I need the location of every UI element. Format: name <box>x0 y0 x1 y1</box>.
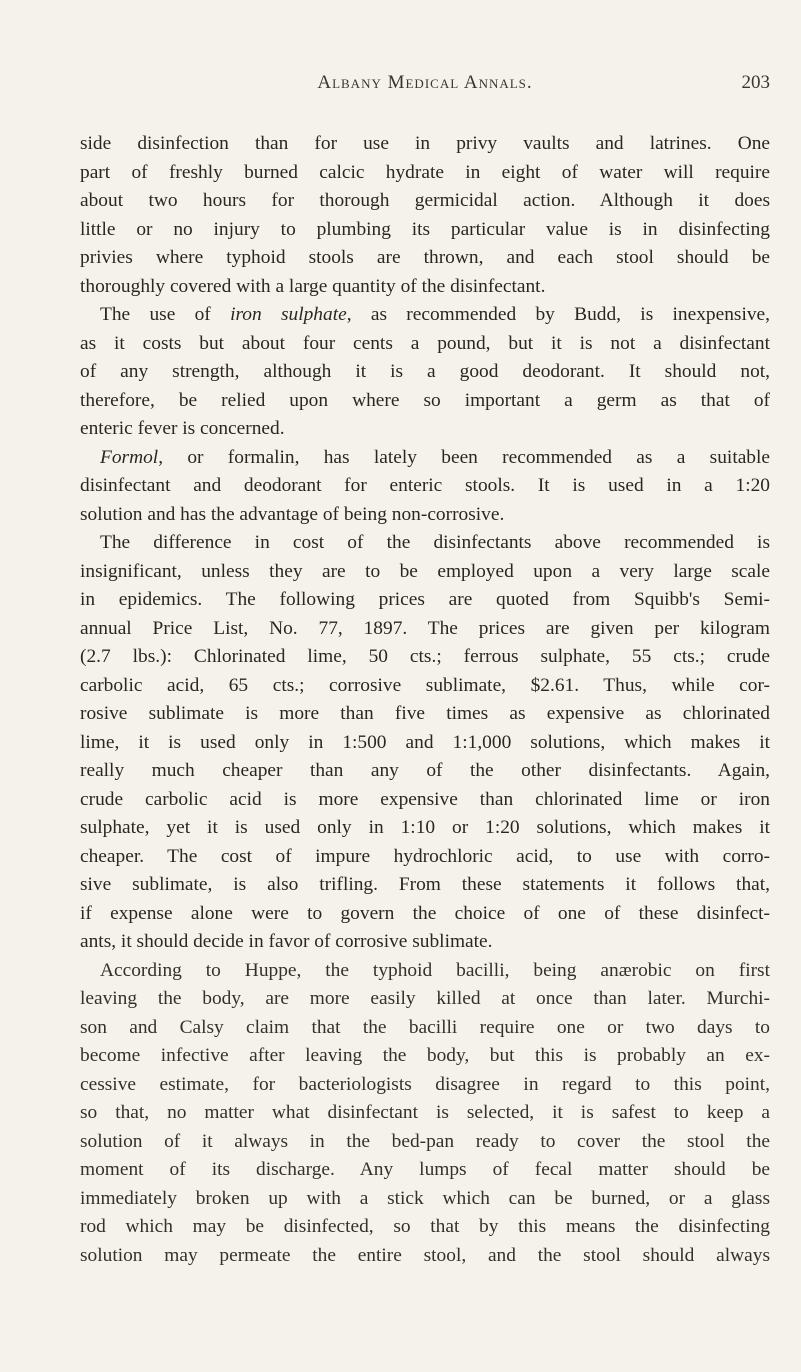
page-number: 203 <box>741 72 770 93</box>
text-line <box>80 301 770 330</box>
text-line: privies where typhoid stools are thrown, and each stool should be <box>80 247 770 268</box>
text-line: disinfectant and deodorant for enteric stools. It is used in a 1:20 <box>80 475 770 496</box>
text-line: about two hours for thorough germicidal action. Although it does <box>80 190 770 211</box>
text-line: if expense alone were to govern the choice of one of these disinfect- <box>80 902 770 924</box>
text-line: enteric fever is concerned. <box>80 418 285 439</box>
text-run: , or formalin, has lately been recommended as a suitable <box>158 446 770 468</box>
text-line: leaving the body, are more easily killed at once than later. Murchi- <box>80 988 770 1009</box>
text-line: side disinfection than for use in privy vaults and latrines. One <box>80 133 770 154</box>
running-title: Albany Medical Annals. <box>317 72 533 93</box>
text-run: , as recommended by Budd, is inexpensive, <box>346 304 771 325</box>
italic-term: Formol <box>100 446 159 468</box>
text-line: cessive estimate, for bacteriologists disagree in regard to this point, <box>80 1073 770 1095</box>
text-line: of any strength, although it is a good deodorant. It should not, <box>80 361 770 382</box>
running-header <box>80 72 770 102</box>
text-line: really much cheaper than any of the other disinfectants. Again, <box>80 760 770 781</box>
text-line: carbolic acid, 65 cts.; corrosive sublimate, $2.61. Thus, while cor- <box>80 674 770 696</box>
text-line: ants, it should decide in favor of corrosive sublimate. <box>80 931 493 952</box>
text-line: little or no injury to plumbing its particular value is in disinfecting <box>80 218 770 240</box>
text-line: sive sublimate, is also trifling. From these statements it follows that, <box>80 874 770 895</box>
text-line: (2.7 lbs.): Chlorinated lime, 50 cts.; ferrous sulphate, 55 cts.; crude <box>80 646 770 667</box>
text-line: solution of it always in the bed-pan ready to cover the stool the <box>80 1130 770 1152</box>
text-line: so that, no matter what disinfectant is selected, it is safest to keep a <box>80 1102 770 1123</box>
text-line: in epidemics. The following prices are quoted from Squibb's Semi- <box>80 589 770 610</box>
text-line: cheaper. The cost of impure hydrochloric acid, to use with corro- <box>80 845 770 867</box>
text-line: therefore, be relied upon where so important a germ as that of <box>80 389 770 411</box>
text-line: annual Price List, No. 77, 1897. The prices are given per kilogram <box>80 617 770 639</box>
text-line: lime, it is used only in 1:500 and 1:1,000 solutions, which makes it <box>80 731 770 753</box>
text-line: solution and has the advantage of being non-corrosive. <box>80 503 505 525</box>
text-line: sulphate, yet it is used only in 1:10 or 1:20 solutions, which makes it <box>80 817 770 838</box>
text-line: as it costs but about four cents a pound, but it is not a disinfectant <box>80 332 770 354</box>
text-line <box>80 444 770 473</box>
text-line: son and Calsy claim that the bacilli require one or two days to <box>80 1016 770 1038</box>
text-line: solution may permeate the entire stool, and the stool should always <box>80 1244 770 1266</box>
text-line: rosive sublimate is more than five times as expensive as chlorinated <box>80 703 770 724</box>
text-line: immediately broken up with a stick which can be burned, or a glass <box>80 1187 770 1209</box>
text-line: rod which may be disinfected, so that by this means the disinfecting <box>80 1216 770 1237</box>
text-line: become infective after leaving the body, but this is probably an ex- <box>80 1045 770 1066</box>
text-run: The use of <box>100 304 211 325</box>
text-line: insignificant, unless they are to be employed upon a very large scale <box>80 560 770 582</box>
italic-term: iron sulphate <box>230 304 347 325</box>
body-text <box>80 130 770 1270</box>
text-line: part of freshly burned calcic hydrate in eight of water will require <box>80 161 770 183</box>
lower-paragraph <box>80 957 770 1271</box>
text-line: thoroughly covered with a large quantity of the disinfectant. <box>80 275 546 297</box>
text-line: According to Huppe, the typhoid bacilli, being anærobic on first <box>100 959 770 981</box>
text-line: moment of its discharge. Any lumps of fecal matter should be <box>80 1159 770 1180</box>
text-line: The difference in cost of the disinfectants above recommended is <box>100 532 770 553</box>
text-line: crude carbolic acid is more expensive than chlorinated lime or iron <box>80 788 770 810</box>
